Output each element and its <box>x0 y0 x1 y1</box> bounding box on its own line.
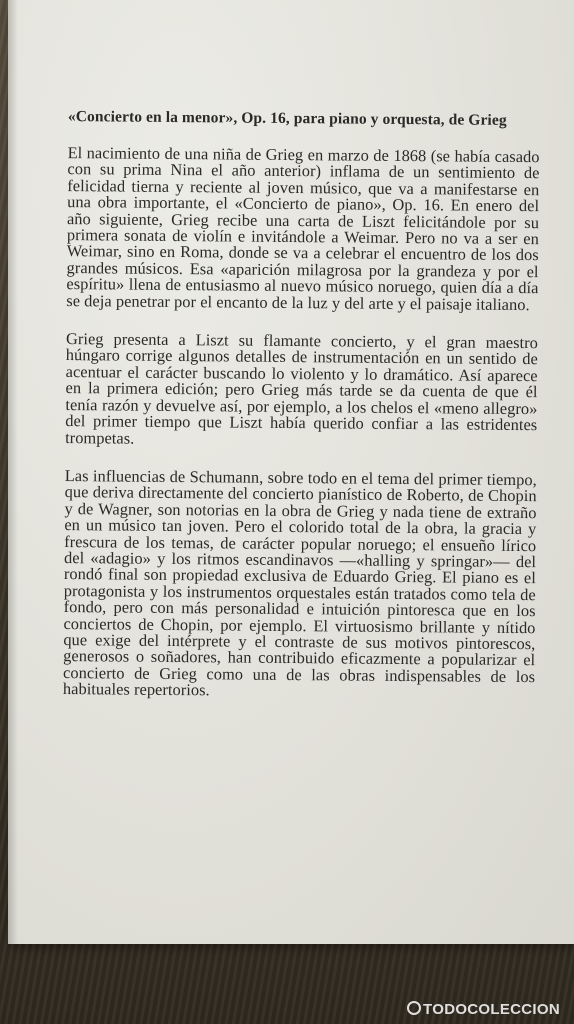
paragraph-1: El nacimiento de una niña de Grieg en marzo de 1868 (se había casado con su prima Nina el año anterior) inflama de un sentimiento de felicidad tierna y reciente al joven músico, que va a manifestarse en una obra importante, el «Concierto de piano», Op. 16. En enero del año siguiente, Grieg recibe una carta de Liszt felicitándole por su primera sonata de violín e invitándole a Weimar. Pero no va a ser en Weimar, sino en Roma, donde se va a celebrar el encuentro de los dos grandes músicos. Esa «aparición milagrosa por la grandeza y por el espíritu» llena de entusiasmo al nuevo músico noruego, quien día a día se deja penetrar por el encanto de la luz y del arte y el paisaje italiano. <box>66 143 540 314</box>
paragraph-2: Grieg presenta a Liszt su flamante concierto, y el gran maestro húngaro corrige algunos detalles de instrumentación en un sentido de acentuar el carácter buscando lo violento y lo dramático. Así aparece en la primera edición; pero Grieg más tarde se da cuenta de que él tenía razón y devuelve así, por ejemplo, a los chelos el «meno allegro» del primer tiempo que Liszt había querido confiar a las estridentes trompetas. <box>65 329 539 448</box>
document-heading: «Concierto en la menor», Op. 16, para piano y orquesta, de Grieg <box>67 108 507 129</box>
watermark-logo-icon <box>407 1001 421 1015</box>
paragraph-3: Las influencias de Schumann, sobre todo en el tema del primer tiempo, que deriva directamente del concierto pianístico de Roberto, de Chopin y de Wagner, son notorias en la obra de Grieg y nada tiene de extraño en un músico tan joven. Pero el colorido total de la obra, la gracia y frescura de los temas, de carácter popular noruego; el ensueño lírico del «adagio» y los ritmos escandinavos —«halling y springar»— del rondó final son propiedad exclusiva de Eduardo Grieg. El piano es el protagonista y los instrumentos orquestales están tratados como tela de fondo, pero con más personalidad e intuición pintoresca que en los conciertos de Chopin, por ejemplo. El virtuosismo brillante y nítido que exige del intérprete y el contraste de sus motivos pintorescos, generosos o soñadores, han contribuido eficazmente a popularizar el concierto de Grieg como una de las obras indispensables de los habituales repertorios. <box>62 465 537 700</box>
watermark <box>407 1001 560 1018</box>
watermark-text: TODOCOLECCION <box>423 1001 560 1018</box>
document-content <box>55 108 540 724</box>
document-page <box>8 0 574 944</box>
page-edge-shadow <box>8 0 18 944</box>
